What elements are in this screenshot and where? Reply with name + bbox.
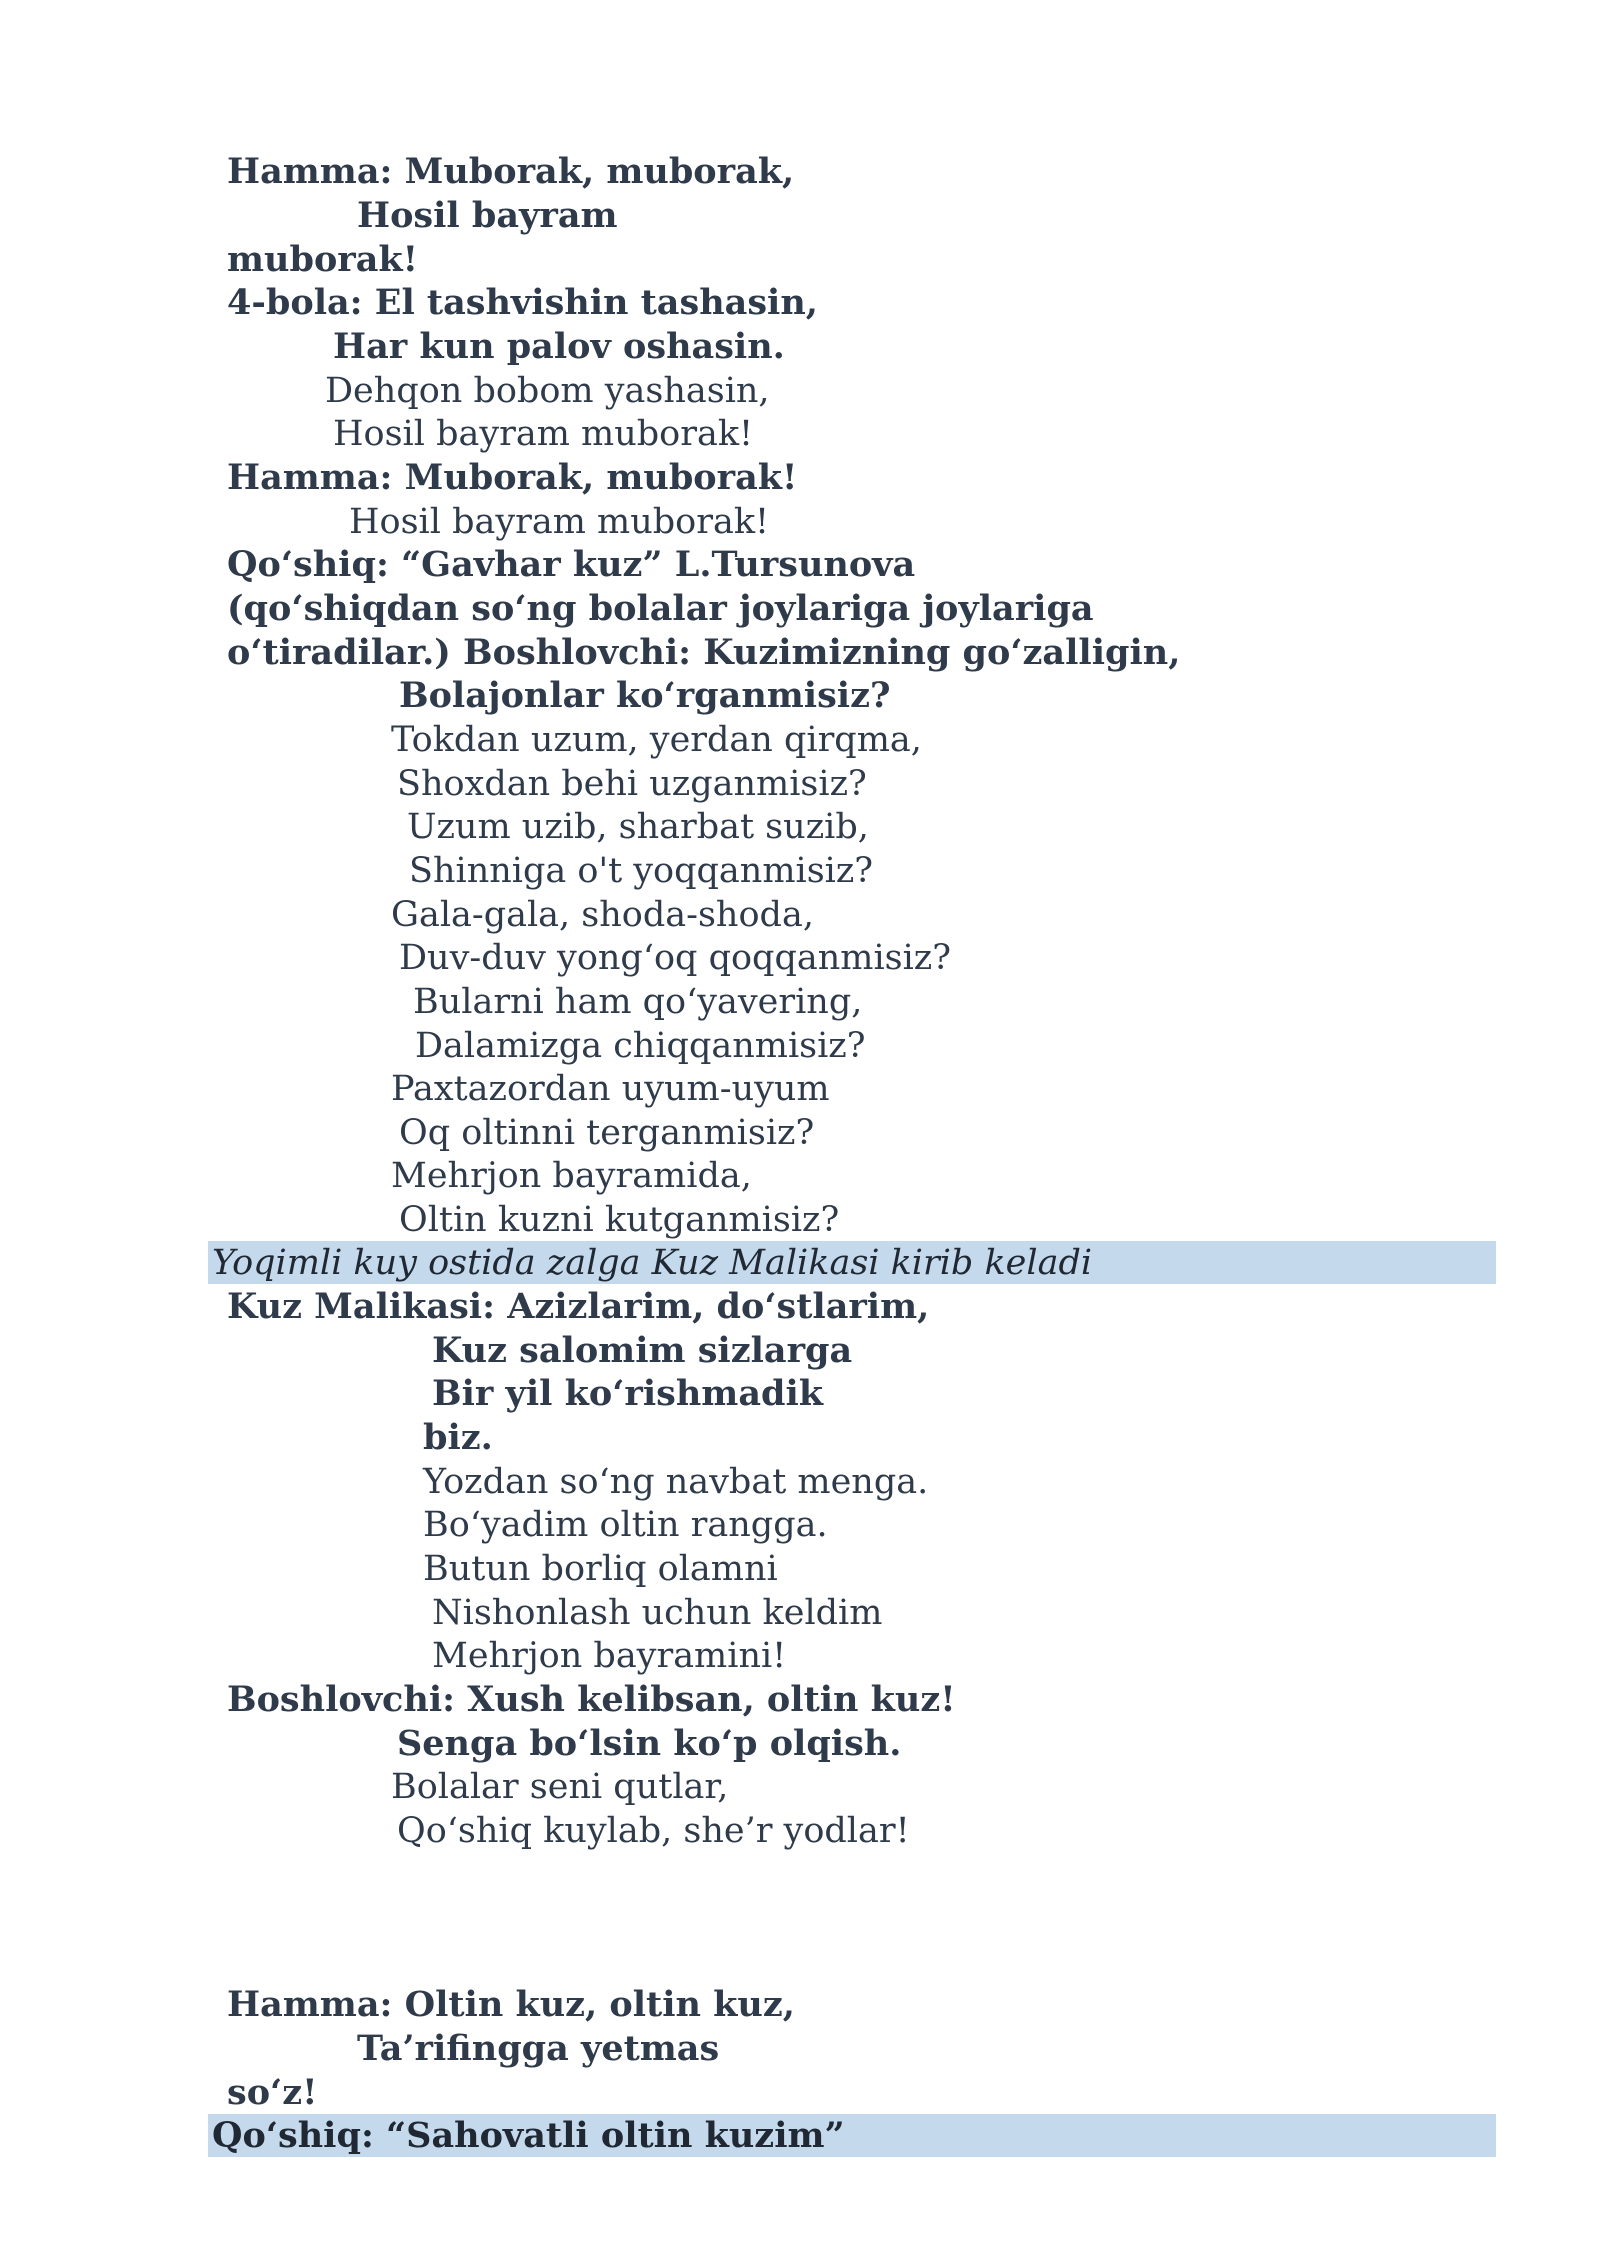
text-line: o‘tiradilar.) Boshlovchi: Kuzimizning go‘zalligin, — [227, 632, 1181, 673]
text-line: Shinniga o't yoqqanmisiz? — [409, 851, 874, 891]
text-line: Bo‘yadim oltin rangga. — [423, 1505, 828, 1545]
text-line: Hosil bayram — [357, 195, 618, 236]
text-line: Tokdan uzum, yerdan qirqma, — [391, 720, 922, 760]
text-line: Senga bo‘lsin ko‘p olqish. — [397, 1723, 902, 1764]
text-line: Qo‘shiq: “Gavhar kuz” L.Tursunova — [227, 544, 916, 585]
text-line: Gala-gala, shoda-shoda, — [391, 895, 814, 935]
text-line: Bularni ham qo‘yavering, — [413, 982, 863, 1022]
text-line: Hamma: Muborak, muborak, — [227, 151, 795, 192]
text-line: 4-bola: El tashvishin tashasin, — [227, 282, 818, 323]
text-line: Dalamizga chiqqanmisiz? — [415, 1026, 866, 1066]
text-line: Oltin kuzni kutganmisiz? — [399, 1200, 840, 1240]
text-line: Uzum uzib, sharbat suzib, — [407, 807, 869, 847]
text-line: Hamma: Muborak, muborak! — [227, 457, 798, 498]
text-line: Boshlovchi: Xush kelibsan, oltin kuz! — [227, 1679, 956, 1720]
text-line: Kuz Malikasi: Azizlarim, do‘stlarim, — [227, 1286, 930, 1327]
text-line: Duv-duv yong‘oq qoqqanmisiz? — [399, 938, 952, 978]
stage-direction: Yoqimli kuy ostida zalga Kuz Malikasi kirib keladi — [212, 1243, 1093, 1283]
song-title: Qo‘shiq: “Sahovatli oltin kuzim” — [212, 2115, 845, 2156]
text-line: Shoxdan behi uzganmisiz? — [397, 764, 867, 804]
text-line: Butun borliq olamni — [423, 1549, 778, 1589]
text-line: muborak! — [227, 239, 419, 280]
text-line: Oq oltinni terganmisiz? — [399, 1113, 815, 1153]
text-line: Mehrjon bayramida, — [391, 1156, 752, 1196]
text-line: Dehqon bobom yashasin, — [325, 371, 770, 411]
text-line: Bolalar seni qutlar, — [391, 1767, 729, 1807]
text-line: biz. — [423, 1417, 493, 1458]
text-line: Bolajonlar ko‘rganmisiz? — [399, 675, 891, 716]
text-line: Paxtazordan uyum-uyum — [391, 1069, 830, 1109]
text-line: Ta’rifingga yetmas — [357, 2028, 720, 2069]
text-line: Nishonlash uchun keldim — [432, 1593, 883, 1633]
text-line: Hosil bayram muborak! — [349, 502, 770, 542]
text-line: Hosil bayram muborak! — [333, 414, 754, 454]
text-line: Bir yil ko‘rishmadik — [432, 1373, 824, 1414]
text-line: Qo‘shiq kuylab, she’r yodlar! — [397, 1811, 910, 1851]
text-line: Mehrjon bayramini! — [432, 1636, 787, 1676]
text-line: (qo‘shiqdan so‘ng bolalar joylariga joylariga — [227, 588, 1094, 629]
text-line: Kuz salomim sizlarga — [432, 1330, 853, 1371]
text-line: Har kun palov oshasin. — [333, 326, 785, 367]
text-line: Hamma: Oltin kuz, oltin kuz, — [227, 1984, 795, 2025]
text-line: so‘z! — [227, 2072, 318, 2113]
text-line: Yozdan so‘ng navbat menga. — [423, 1462, 929, 1502]
